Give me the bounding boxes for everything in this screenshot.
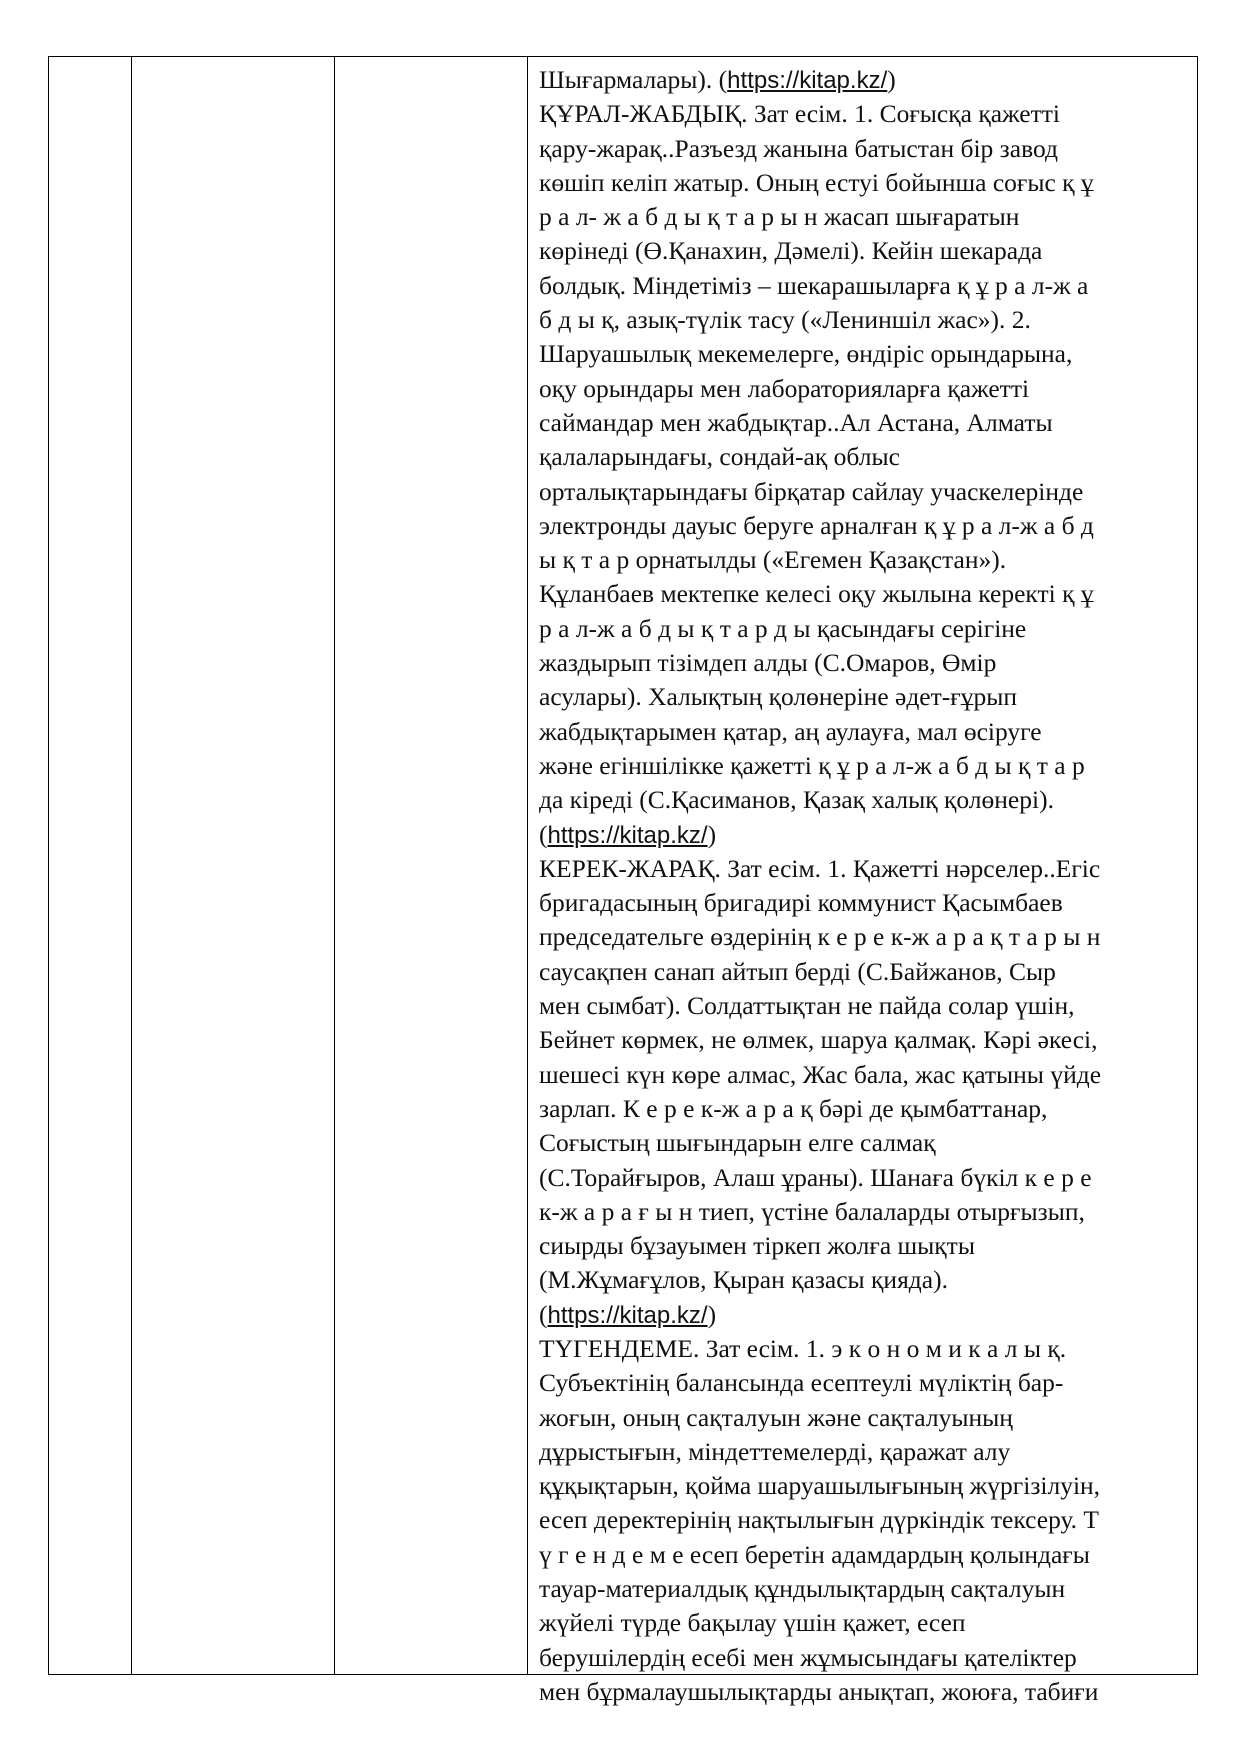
text-line: Шаруашылық мекемелерге, өндіріс орындарына, [539,339,1073,369]
text-line: асулары). Халықтың қолөнеріне әдет-ғұрып [539,682,1018,712]
text-line: қару-жарақ..Разъезд жанына батыстан бір завод [539,133,1058,163]
text-line: құқықтарын, қойма шаруашылығының жүргізілуін, [539,1471,1101,1501]
source-link[interactable]: https://kitap.kz/ [727,67,888,94]
text-line: оқу орындары мен лабораторияларға қажетті [539,373,1030,403]
text-line: болдық. Міндетіміз – шекарашыларға қ ұ р а л-ж а [539,270,1089,300]
text-line: электронды дауыс беруге арналған қ ұ р а л-ж а б д [539,510,1094,540]
text-line: р а л- ж а б д ы қ т а р ы н жасап шығаратын [539,202,1020,232]
text-line: мен сымбат). Солдаттықтан не пайда солар үшін, [539,991,1075,1021]
column-divider-2 [334,57,335,1674]
text-line: мен бұрмалаушылықтарды анықтап, жоюға, табиғи [539,1676,1099,1706]
text-line: берушілердің есебі мен жұмысындағы қателіктер [539,1642,1077,1672]
text-line: (С.Торайғыров, Алаш ұраны). Шанаға бүкіл к е р е [539,1162,1092,1192]
text-line: жүйелі түрде бақылау үшін қажет, есеп [539,1608,966,1638]
text-line: зарлап. К е р е к-ж а р а қ бәрі де қымбаттанар, [539,1093,1048,1123]
text-line: к-ж а р а ғ ы н тиеп, үстіне балаларды отырғызып, [539,1196,1085,1226]
text-line: қалаларындағы, сондай-ақ облыс [539,442,900,472]
text-line: р а л-ж а б д ы қ т а р д ы қасындағы серігіне [539,613,1027,643]
text-line: жабдықтарымен қатар, аң аулауға, мал өсіруге [539,716,1042,746]
text-line: КЕРЕК-ЖАРАҚ. Зат есім. 1. Қажетті нәрселер..Егіс [539,853,1101,883]
text-line: және егіншілікке қажетті қ ұ р а л-ж а б д ы қ т а р [539,750,1085,780]
text-line: ҚҰРАЛ-ЖАБДЫҚ. Зат есім. 1. Соғысқа қажетті [539,99,1060,129]
text-line: ү г е н д е м е есеп беретін адамдардың қолындағы [539,1539,1090,1569]
text-line: дұрыстығын, міндеттемелерді, қаражат алу [539,1436,1011,1466]
text-line: ы қ т а р орнатылды («Егемен Қазақстан»). [539,545,1007,575]
column-divider-1 [131,57,132,1674]
text-line: көрінеді (Ө.Қанахин, Дәмелі). Кейін шекарада [539,236,1043,266]
text-line: жоғын, оның сақталуын және сақталуының [539,1402,1013,1432]
text-line: саймандар мен жабдықтар..Ал Астана, Алматы [539,407,1053,437]
text-line: Құланбаев мектепке келесі оқу жылына керекті қ ұ [539,579,1094,609]
text-line: орталықтарындағы бірқатар сайлау учаскелерінде [539,476,1084,506]
text-line: б д ы қ, азық-түлік тасу («Лениншіл жас»). 2. [539,305,1031,335]
text-line: шешесі күн көре алмас, Жас бала, жас қатыны үйде [539,1059,1102,1089]
text-line: жаздырып тізімдеп алды (С.Омаров, Өмір [539,648,997,678]
source-link[interactable]: https://kitap.kz/ [547,821,708,849]
text-line: Субъектінің балансында есептеулі мүліктің бар- [539,1368,1064,1398]
text-line: (https://kitap.kz/) [539,819,717,849]
text-line: саусақпен санап айтып берді (С.Байжанов, Сыр [539,956,1056,986]
source-link[interactable]: https://kitap.kz/ [547,1301,708,1329]
text-line: көшіп келіп жатыр. Оның естуі бойынша соғыс қ ұ [539,167,1094,197]
text-line: сиырды бұзауымен тіркеп жолға шықты [539,1231,975,1261]
text-line: тауар-материалдық құндылықтардың сақталуын [539,1574,1066,1604]
text-line: Бейнет көрмек, не өлмек, шаруа қалмақ. Кәрі әкесі, [539,1025,1098,1055]
text-line: (https://kitap.kz/) [539,1299,717,1329]
text-line: есеп деректерінің нақтылығын дүркіндік тексеру. Т [539,1505,1100,1535]
document-table [48,56,1198,1706]
text-line: ТҮГЕНДЕМЕ. Зат есім. 1. э к о н о м и к а л ы қ. [539,1333,1067,1363]
definition-text-cell [539,63,1194,1706]
text-line: Шығармалары). (https://kitap.kz/) [539,65,896,94]
text-line: председательге өздерінің к е р е к-ж а р а қ т а р ы н [539,922,1101,952]
text-line: да кіреді (С.Қасиманов, Қазақ халық қолөнері). [539,785,1054,815]
text-line: бригадасының бригадирі коммунист Қасымбаев [539,888,1063,918]
column-divider-3 [527,57,528,1674]
text-line: Соғыстың шығындарын елге салмақ [539,1128,936,1158]
text-line: (М.Жұмағұлов, Қыран қазасы қияда). [539,1265,948,1295]
